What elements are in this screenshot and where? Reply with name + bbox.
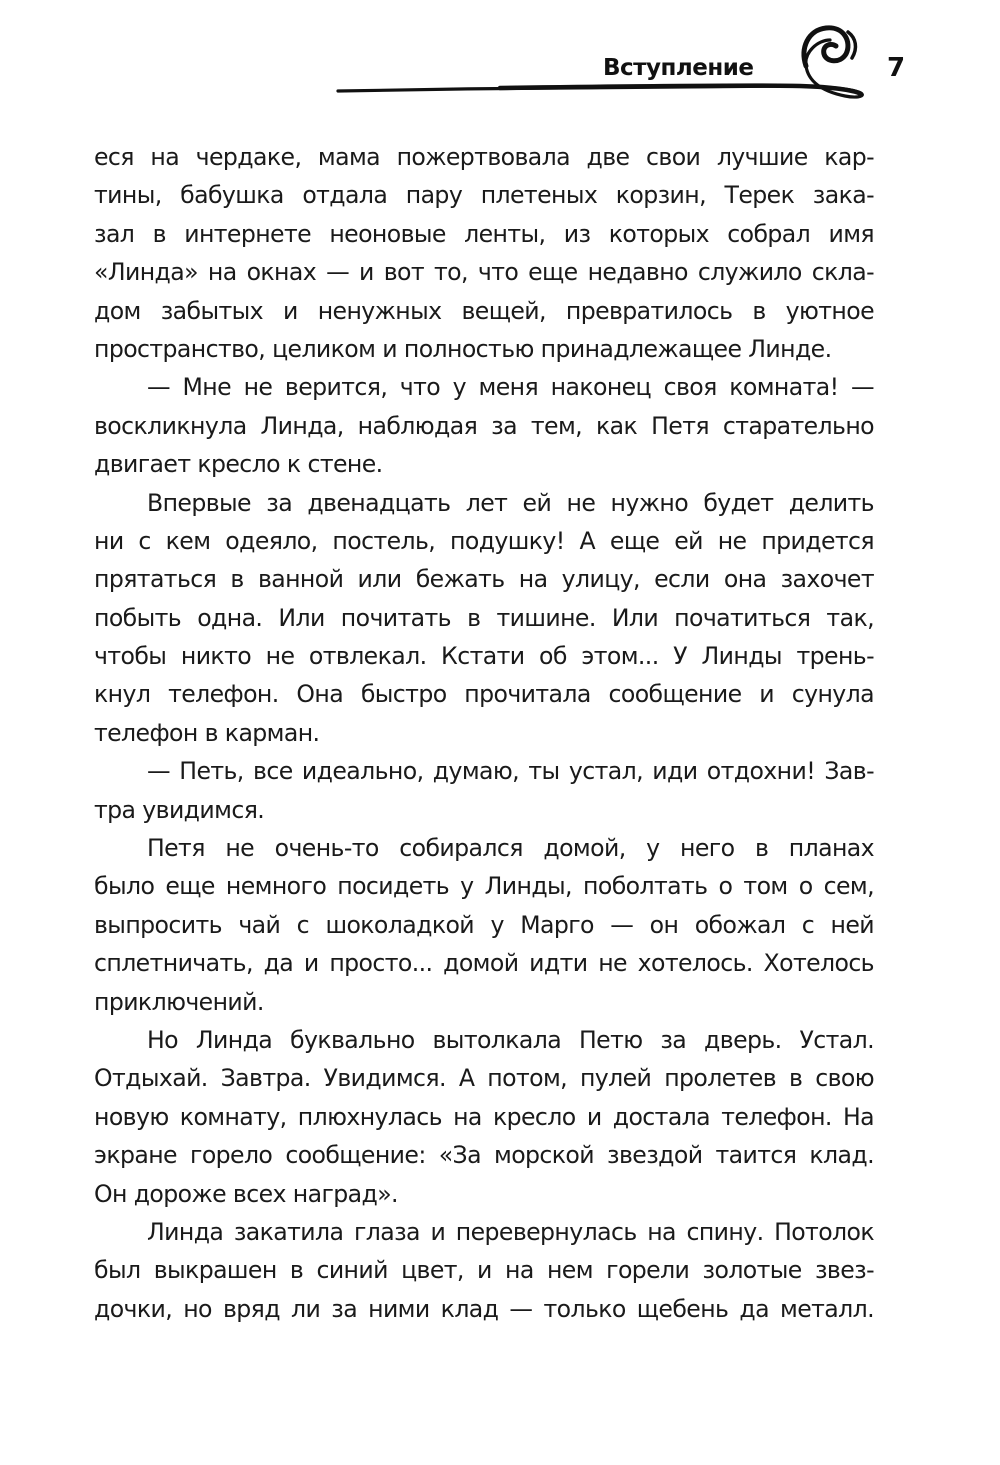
text-line: сплетничать, да и просто... домой идти не хотелось. Хотелось xyxy=(94,949,874,978)
text-line: Впервые за двенадцать лет ей не нужно будет делить xyxy=(147,488,874,517)
text-line: Он дороже всех наград». xyxy=(94,1179,398,1208)
paragraph xyxy=(94,368,874,483)
text-line: кнул телефон. Она быстро прочитала сообщение и сунула xyxy=(94,680,874,709)
text-line: еся на чердаке, мама пожертвовала две свои лучшие кар- xyxy=(94,143,874,171)
text-line: Петя не очень-то собирался домой, у него в планах xyxy=(147,834,874,863)
text-line: выпросить чай с шоколадкой у Марго — он обожал с ней xyxy=(94,910,874,939)
paragraph xyxy=(94,1021,874,1213)
text-line: было еще немного посидеть у Линды, поболтать о том о сем, xyxy=(94,872,874,901)
text-line: дом забытых и ненужных вещей, превратилось в уютное xyxy=(94,296,874,325)
paragraph xyxy=(94,752,874,829)
text-line: экране горело сообщение: «За морской звездой таится клад. xyxy=(94,1141,874,1170)
text-line: пространство, целиком и полностью принадлежащее Линде. xyxy=(94,334,832,363)
text-line: зал в интернете неоновые ленты, из которых собрал имя xyxy=(94,219,874,248)
text-line: тины, бабушка отдала пару плетеных корзин, Терек зака- xyxy=(94,181,874,210)
text-line: приключений. xyxy=(94,987,264,1016)
text-line: Отдыхай. Завтра. Увидимся. А потом, пулей пролетев в свою xyxy=(94,1064,874,1093)
text-line: тра увидимся. xyxy=(94,795,265,824)
text-line: новую комнату, плюхнулась на кресло и достала телефон. На xyxy=(94,1102,874,1131)
text-line: дочки, но вряд ли за ними клад — только щебень да металл. xyxy=(94,1294,874,1323)
text-line: Линда закатила глаза и перевернулась на спину. Потолок xyxy=(147,1217,874,1246)
paragraph xyxy=(94,138,874,368)
text-line: побыть одна. Или почитать в тишине. Или початиться так, xyxy=(94,603,874,632)
text-line: был выкрашен в синий цвет, и на нем горели золотые звез- xyxy=(94,1256,874,1285)
text-line: прятаться в ванной или бежать на улицу, если она захочет xyxy=(94,565,874,594)
running-header xyxy=(0,0,1000,120)
text-line: Но Линда буквально вытолкала Петю за дверь. Устал. xyxy=(147,1025,874,1054)
body-text xyxy=(94,138,874,1328)
paragraph xyxy=(94,1213,874,1328)
paragraph xyxy=(94,829,874,1021)
text-line: — Мне не верится, что у меня наконец своя комната! — xyxy=(147,373,874,402)
text-line: двигает кресло к стене. xyxy=(94,450,383,479)
chapter-title: Вступление xyxy=(603,55,754,81)
paragraph xyxy=(94,484,874,753)
text-line: ни с кем одеяло, постель, подушку! А еще ей не придется xyxy=(94,526,874,555)
swirl-ornament-icon xyxy=(0,0,1000,120)
text-line: — Петь, все идеально, думаю, ты устал, иди отдохни! Зав- xyxy=(147,757,874,786)
text-line: телефон в карман. xyxy=(94,718,320,747)
text-line: «Линда» на окнах — и вот то, что еще недавно служило скла- xyxy=(94,258,874,287)
text-line: чтобы никто не отвлекал. Кстати об этом... У Линды трень- xyxy=(94,642,874,671)
text-line: воскликнула Линда, наблюдая за тем, как Петя старательно xyxy=(94,411,874,440)
page-number: 7 xyxy=(887,53,906,83)
